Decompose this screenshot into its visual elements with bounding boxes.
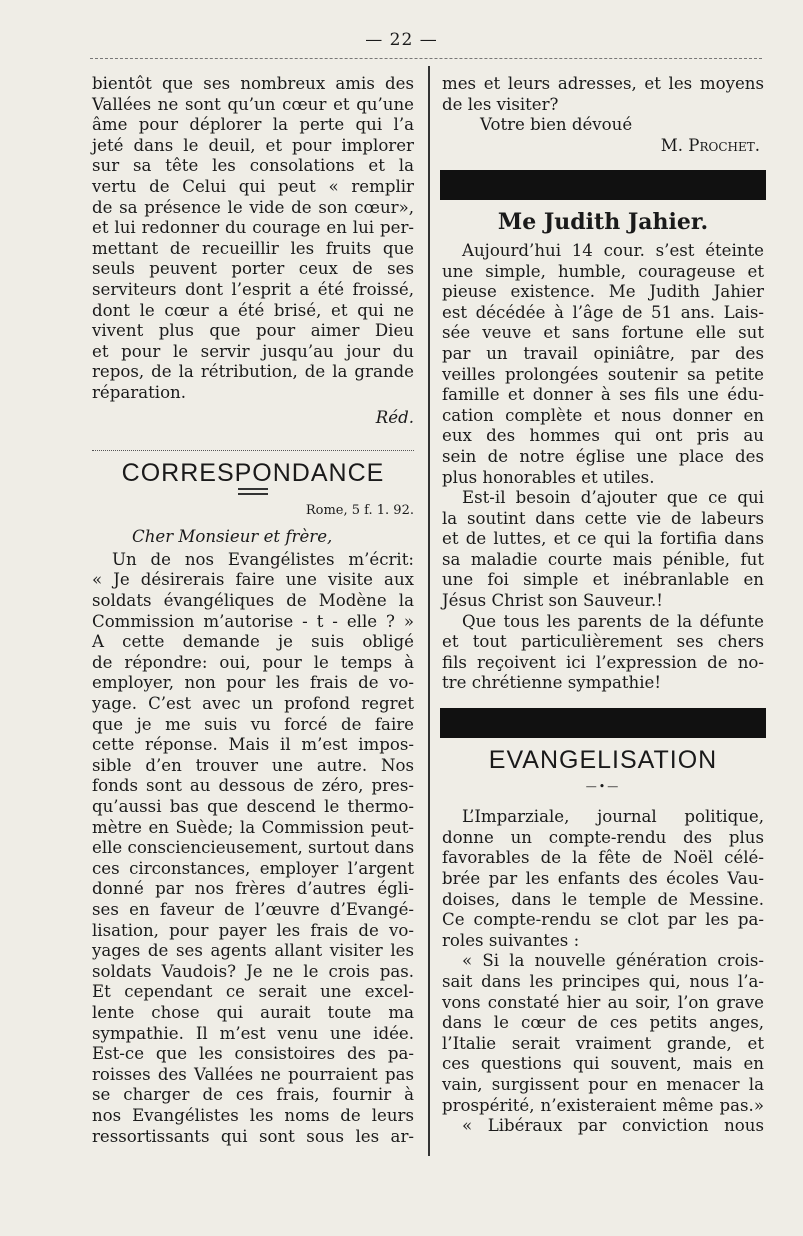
text-line: Que tous les parents de la défunte xyxy=(462,611,764,631)
text-line: âme pour déplorer la perte qui l’a xyxy=(92,115,414,135)
text-line: jeté dans le deuil, et pour implorer xyxy=(92,135,414,155)
text-line: dont le cœur a été brisé, et qui ne xyxy=(92,300,414,320)
text-line: favorables de la fête de Noël célé- xyxy=(442,848,764,868)
text-line: dans le cœur de ces petits anges, xyxy=(442,1013,764,1033)
text-line: donné par nos frères d’autres égli- xyxy=(92,879,414,899)
text-line: par un travail opiniâtre, par des xyxy=(442,343,764,363)
text-line: Vallées ne sont qu’un cœur et qu’une xyxy=(92,94,414,114)
text-line: qu’aussi bas que descend le thermo- xyxy=(92,797,414,816)
text-line: sa maladie courte mais pénible, fut xyxy=(442,549,764,569)
text-line: repos, de la rétribution, de la grande xyxy=(92,362,414,382)
text-line: et tout particulièrement ses chers xyxy=(442,632,764,652)
text-line: fonds sont au dessous de zéro, pres- xyxy=(92,776,414,796)
text-line: soldats évangéliques de Modène la xyxy=(92,591,414,611)
header-rule xyxy=(90,58,762,59)
obituary-heading: Me Judith Jahier. xyxy=(497,209,709,236)
evangelisation-heading: EVANGELISATION xyxy=(488,746,718,775)
text-line: et pour le servir jusqu’au jour du xyxy=(92,341,414,361)
text-line: mes et leurs adresses, et les moyens xyxy=(442,74,764,93)
letter-closing: Votre bien dévoué xyxy=(480,115,633,135)
text-line: sait dans les principes qui, nous l’a- xyxy=(442,971,764,991)
text-line: L’Imparziale, journal politique, xyxy=(462,807,764,827)
text-line: ces circonstances, employer l’argent xyxy=(92,858,414,878)
text-line: employer, non pour les frais de vo- xyxy=(92,673,414,693)
text-line: serviteurs dont l’esprit a été froissé, xyxy=(92,279,414,299)
text-line: cation complète et nous donner en xyxy=(442,405,764,425)
text-line: plus honorables et utiles. xyxy=(442,467,655,487)
text-line: prospérité, n’existeraient même pas.» xyxy=(442,1095,764,1115)
text-line: Aujourd’hui 14 cour. s’est éteinte xyxy=(462,240,764,260)
text-line: roisses des Vallées ne pourraient pas xyxy=(92,1064,414,1084)
text-line: ressortissants qui sont sous les ar- xyxy=(92,1126,414,1146)
text-line: Est-il besoin d’ajouter que ce qui xyxy=(462,488,764,508)
text-line: de sa présence le vide de son cœur», xyxy=(92,197,414,217)
evangelisation-body xyxy=(442,807,764,1137)
text-line: Et cependant ce serait une excel- xyxy=(92,982,414,1002)
text-line: veilles prolongées soutenir sa petite xyxy=(442,364,764,384)
text-line: de les visiter? xyxy=(442,94,559,114)
text-line: vertu de Celui qui peut « remplir xyxy=(92,176,414,196)
text-line: donne un compte-rendu des plus xyxy=(442,827,764,847)
text-line: fils reçoivent ici l’expression de no- xyxy=(442,652,764,672)
text-line: ces questions qui souvent, mais en xyxy=(442,1054,764,1074)
text-line: doises, dans le temple de Messine. xyxy=(442,889,764,909)
left-column xyxy=(92,74,414,1147)
text-line: est décédée à l’âge de 51 ans. Lais- xyxy=(442,302,764,322)
dateline: Rome, 5 f. 1. 92. xyxy=(305,502,414,518)
text-line: la soutint dans cette vie de labeurs xyxy=(442,508,764,528)
letter-body xyxy=(92,550,414,1147)
text-line: pieuse existence. Me Judith Jahier xyxy=(442,282,764,302)
text-line: sein de notre église une place des xyxy=(442,446,764,466)
black-separator-bar xyxy=(440,170,766,200)
text-line: tre chrétienne sympathie! xyxy=(442,673,661,693)
text-line: une simple, humble, courageuse et xyxy=(442,261,764,281)
text-line: vons constaté hier au soir, l’on grave xyxy=(442,992,764,1012)
letter-signature: M. Prochet. xyxy=(660,135,760,155)
text-line: se charger de ces frais, fournir à xyxy=(92,1085,414,1105)
text-line: Est-ce que les consistoires des pa- xyxy=(92,1044,414,1064)
text-line: « Si la nouvelle génération crois- xyxy=(462,951,764,971)
text-line: que je me suis vu forcé de faire xyxy=(92,714,414,734)
text-line: eux des hommes qui ont pris au xyxy=(442,426,764,446)
text-line: sée veuve et sans fortune elle sut xyxy=(442,323,764,343)
text-line: de répondre: oui, pour le temps à xyxy=(92,652,414,672)
text-line: et lui redonner du courage en lui per- xyxy=(92,218,414,238)
text-line: elle consciencieusement, surtout dans xyxy=(92,838,415,858)
text-line: soldats Vaudois? Je ne le crois pas. xyxy=(92,961,414,981)
text-line: Commission m’autorise - t - elle ? » xyxy=(92,611,414,631)
ornament-rule: —•— xyxy=(585,779,621,793)
text-line: sympathie. Il m’est venu une idée. xyxy=(92,1023,414,1043)
text-line: mettant de recueillir les fruits que xyxy=(92,238,414,258)
text-line: Jésus Christ son Sauveur.! xyxy=(442,591,663,611)
text-line: réparation. xyxy=(92,382,187,402)
page-number: — 22 — xyxy=(365,30,438,50)
text-line: sur sa tête les consolations et la xyxy=(92,156,414,176)
text-line: brée par les enfants des écoles Vau- xyxy=(442,869,764,888)
text-line: vivent plus que pour aimer Dieu xyxy=(92,321,414,341)
text-line: ses en faveur de l’œuvre d’Evangé- xyxy=(92,899,414,919)
editor-signature: Réd. xyxy=(375,407,414,427)
text-line: vain, surgissent pour en menacer la xyxy=(442,1074,764,1094)
correspondance-heading: CORRESPONDANCE xyxy=(121,459,385,488)
text-line: famille et donner à ses fils une édu- xyxy=(442,385,764,405)
text-line: « Libéraux par conviction nous xyxy=(462,1116,764,1136)
text-line: bientôt que ses nombreux amis des xyxy=(92,74,414,93)
right-column xyxy=(442,74,764,1137)
letter-continuation xyxy=(442,74,764,115)
text-line: lisation, pour payer les frais de vo- xyxy=(92,920,414,940)
text-line: seuls peuvent porter ceux de ses xyxy=(92,259,414,279)
text-line: et de luttes, et ce qui la fortifia dans xyxy=(442,529,764,549)
text-line: Un de nos Evangélistes m’écrit: xyxy=(112,549,414,569)
text-line: Ce compte-rendu se clot par les pa- xyxy=(442,910,764,930)
double-rule xyxy=(238,488,268,495)
text-line: A cette demande je suis obligé xyxy=(92,632,414,652)
text-line: mètre en Suède; la Commission peut- xyxy=(92,817,414,837)
section-separator xyxy=(92,440,414,451)
column-divider xyxy=(428,66,430,1156)
text-line: sible d’en trouver une autre. Nos xyxy=(92,755,414,775)
text-line: yages de ses agents allant visiter les xyxy=(92,941,414,961)
black-separator-bar xyxy=(440,708,766,738)
intro-paragraph xyxy=(92,74,414,404)
obituary-body xyxy=(442,241,764,694)
text-line: lente chose qui aurait toute ma xyxy=(92,1002,414,1022)
text-line: « Je désirerais faire une visite aux xyxy=(92,570,414,590)
text-line: roles suivantes : xyxy=(442,930,580,950)
text-line: une foi simple et inébranlable en xyxy=(442,570,764,590)
text-line: yage. C’est avec un profond regret xyxy=(92,694,414,714)
text-line: nos Evangélistes les noms de leurs xyxy=(92,1105,414,1125)
text-line: cette réponse. Mais il m’est impos- xyxy=(92,735,414,755)
salutation: Cher Monsieur et frère, xyxy=(132,527,333,547)
text-line: l’Italie serait vraiment grande, et xyxy=(442,1033,764,1053)
